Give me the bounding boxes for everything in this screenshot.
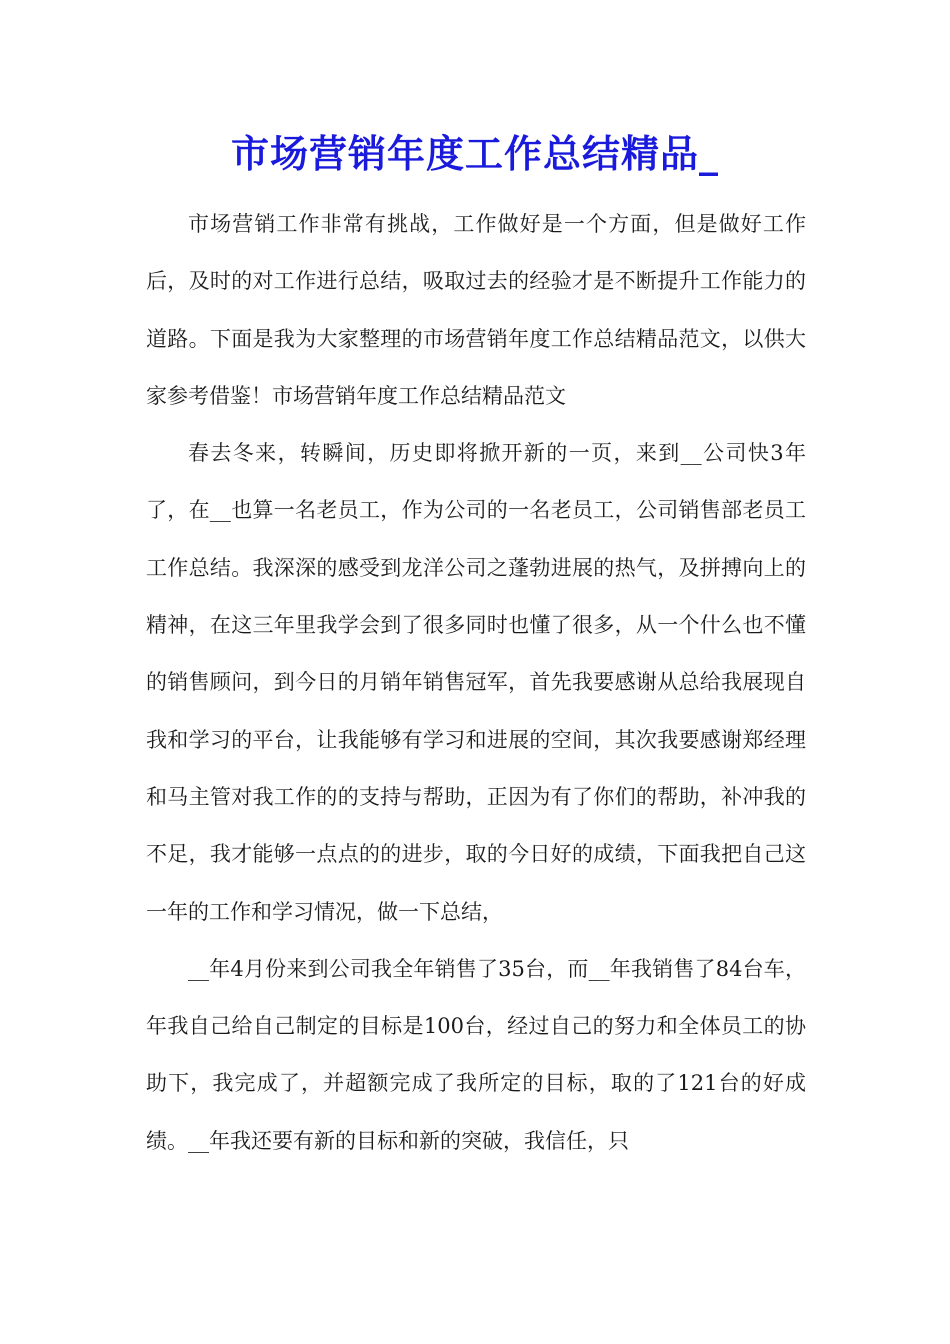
paragraph-summary: 春去冬来，转瞬间，历史即将掀开新的一页，来到__公司快3年了，在__也算一名老员工，作为公司的一名老员工，公司销售部老员工工作总结。我深深的感受到龙洋公司之蓬勃进展的热气，及拼搏向上的精神，在这三年里我学会到了很多同时也懂了很多，从一个什么也不懂的销售顾问，到今日的月销年销售冠军，首先我要感谢从总给我展现自我和学习的平台，让我能够有学习和进展的空间，其次我要感谢郑经理和马主管对我工作的的支持与帮助，正因为有了你们的帮助，补冲我的不足，我才能够一点点的的进步，取的今日好的成绩，下面我把自己这一年的工作和学习情况，做一下总结， <box>146 441 806 924</box>
paragraph-intro: 市场营销工作非常有挑战，工作做好是一个方面，但是做好工作后，及时的对工作进行总结，吸取过去的经验才是不断提升工作能力的道路。下面是我为大家整理的市场营销年度工作总结精品范文，以供大家参考借鉴！市场营销年度工作总结精品范文 <box>146 212 806 408</box>
document-title: 市场营销年度工作总结精品_ <box>230 131 719 176</box>
paragraph-sales: __年4月份来到公司我全年销售了35台，而__年我销售了84台车，年我自己给自己制定的目标是100台，经过自己的努力和全体员工的协助下，我完成了，并超额完成了我所定的目标，取的了121台的好成绩。__年我还要有新的目标和新的突破，我信任，只 <box>146 956 806 1153</box>
document-body <box>146 196 806 1170</box>
